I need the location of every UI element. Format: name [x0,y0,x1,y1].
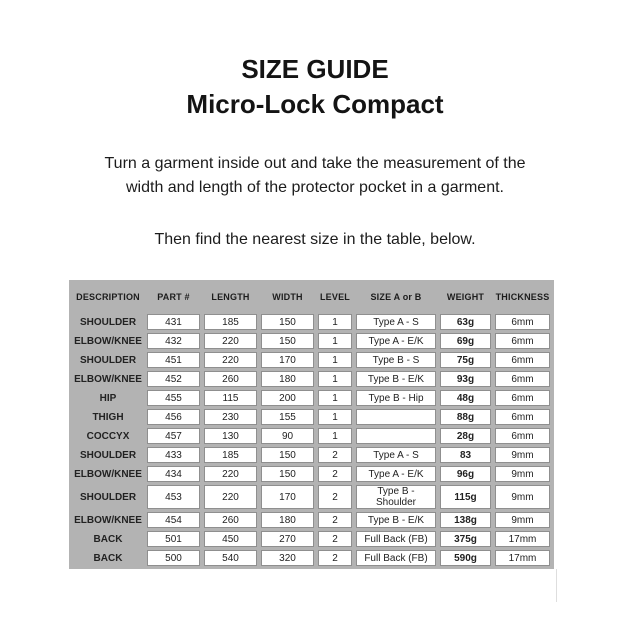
title-line-2: Micro-Lock Compact [186,89,444,119]
table-row [73,428,550,444]
row-cell: Type B - S [356,352,436,368]
column-header: DESCRIPTION [76,292,140,302]
row-cell: 155 [261,409,314,425]
row-cell: 6mm [495,409,550,425]
table-row [73,333,550,349]
size-table [69,280,554,569]
row-cell: 90 [261,428,314,444]
row-cell: 93g [440,371,491,387]
row-description: BACK [93,552,123,564]
instructions-line-2: width and length of the protector pocket in a garment. [125,179,504,196]
row-cell: 270 [261,531,314,547]
column-header: SIZE A or B [370,292,422,302]
column-header: LEVEL [319,292,350,302]
row-cell: 375g [440,531,491,547]
row-cell: 170 [261,352,314,368]
row-cell: 185 [204,314,257,330]
row-cell: 200 [261,390,314,406]
row-cell: 6mm [495,352,550,368]
row-cell: 320 [261,550,314,566]
size-table-head [73,283,550,311]
row-cell: 1 [318,314,352,330]
row-cell: 170 [261,485,314,509]
column-header: PART # [157,292,190,302]
row-cell: 6mm [495,428,550,444]
row-cell: 115g [440,485,491,509]
row-cell: 454 [147,512,200,528]
row-description: SHOULDER [79,354,137,366]
row-cell: 6mm [495,333,550,349]
row-description: SHOULDER [79,491,137,503]
row-cell: 431 [147,314,200,330]
table-row [73,512,550,528]
row-cell: 83 [440,447,491,463]
table-row [73,409,550,425]
row-description: SHOULDER [79,449,137,461]
table-row [73,485,550,509]
row-cell: 28g [440,428,491,444]
row-cell: 180 [261,512,314,528]
row-cell: 1 [318,352,352,368]
measurement-instructions [0,152,630,200]
row-cell: 260 [204,371,257,387]
row-cell: 180 [261,371,314,387]
row-cell: 150 [261,466,314,482]
row-cell: 540 [204,550,257,566]
row-cell: Type A - E/K [356,333,436,349]
row-description: HIP [99,392,117,404]
row-cell: 2 [318,550,352,566]
row-cell: 75g [440,352,491,368]
instructions-line-1: Turn a garment inside out and take the measurement of the [104,155,526,172]
table-row [73,390,550,406]
row-cell: 9mm [495,485,550,509]
row-cell: 451 [147,352,200,368]
row-cell: 2 [318,512,352,528]
column-header: WIDTH [272,292,303,302]
row-description: SHOULDER [79,316,137,328]
row-cell: Type A - E/K [356,466,436,482]
row-cell: 1 [318,428,352,444]
row-cell: 6mm [495,314,550,330]
row-cell: 2 [318,466,352,482]
row-cell: 1 [318,371,352,387]
row-cell: Full Back (FB) [356,531,436,547]
table-row [73,466,550,482]
row-cell: 150 [261,333,314,349]
row-cell: 220 [204,485,257,509]
row-cell: 6mm [495,371,550,387]
row-cell: Full Back (FB) [356,550,436,566]
row-description: BACK [93,533,123,545]
row-cell: 2 [318,447,352,463]
row-cell: 1 [318,409,352,425]
row-cell: 6mm [495,390,550,406]
row-cell: Type B - E/K [356,371,436,387]
row-cell: 185 [204,447,257,463]
row-cell: 456 [147,409,200,425]
row-cell [356,428,436,444]
row-cell: 220 [204,466,257,482]
column-header: LENGTH [211,292,250,302]
row-cell: 457 [147,428,200,444]
table-row [73,531,550,547]
row-description: COCCYX [86,430,130,442]
row-cell: 88g [440,409,491,425]
row-cell: 150 [261,314,314,330]
row-cell: 260 [204,512,257,528]
row-cell: 9mm [495,466,550,482]
row-cell: Type B - E/K [356,512,436,528]
row-cell: 150 [261,447,314,463]
row-cell: 501 [147,531,200,547]
row-cell: 69g [440,333,491,349]
page-edge-artifact [556,569,557,602]
table-row [73,447,550,463]
row-description: ELBOW/KNEE [74,514,142,526]
row-cell: 9mm [495,512,550,528]
column-header: THICKNESS [495,292,550,302]
size-table-body [73,314,550,566]
row-cell: 220 [204,333,257,349]
table-row [73,371,550,387]
row-cell: Type A - S [356,314,436,330]
row-cell: 230 [204,409,257,425]
row-cell: 434 [147,466,200,482]
row-cell: 9mm [495,447,550,463]
row-cell: 220 [204,352,257,368]
row-cell: 130 [204,428,257,444]
row-cell: 48g [440,390,491,406]
row-cell: 1 [318,333,352,349]
table-row [73,314,550,330]
row-cell: Type B - Shoulder [356,485,436,509]
row-cell: 432 [147,333,200,349]
row-description: ELBOW/KNEE [74,468,142,480]
table-header-row [73,283,550,311]
row-cell: 115 [204,390,257,406]
row-cell: 500 [147,550,200,566]
table-row [73,352,550,368]
row-cell: 2 [318,531,352,547]
row-cell: Type A - S [356,447,436,463]
row-description: THIGH [92,411,124,423]
row-cell: 452 [147,371,200,387]
row-cell: Type B - Hip [356,390,436,406]
row-cell: 138g [440,512,491,528]
row-cell: 450 [204,531,257,547]
find-size-note: Then find the nearest size in the table, below. [154,231,476,248]
row-cell: 63g [440,314,491,330]
row-description: ELBOW/KNEE [74,373,142,385]
row-cell: 453 [147,485,200,509]
row-cell [356,409,436,425]
row-cell: 590g [440,550,491,566]
row-cell: 455 [147,390,200,406]
row-cell: 96g [440,466,491,482]
row-cell: 2 [318,485,352,509]
row-cell: 17mm [495,531,550,547]
row-description: ELBOW/KNEE [74,335,142,347]
title-line-1: SIZE GUIDE [241,54,389,84]
page-title [0,52,630,122]
table-row [73,550,550,566]
row-cell: 17mm [495,550,550,566]
row-cell: 1 [318,390,352,406]
column-header: WEIGHT [446,292,485,302]
row-cell: 433 [147,447,200,463]
